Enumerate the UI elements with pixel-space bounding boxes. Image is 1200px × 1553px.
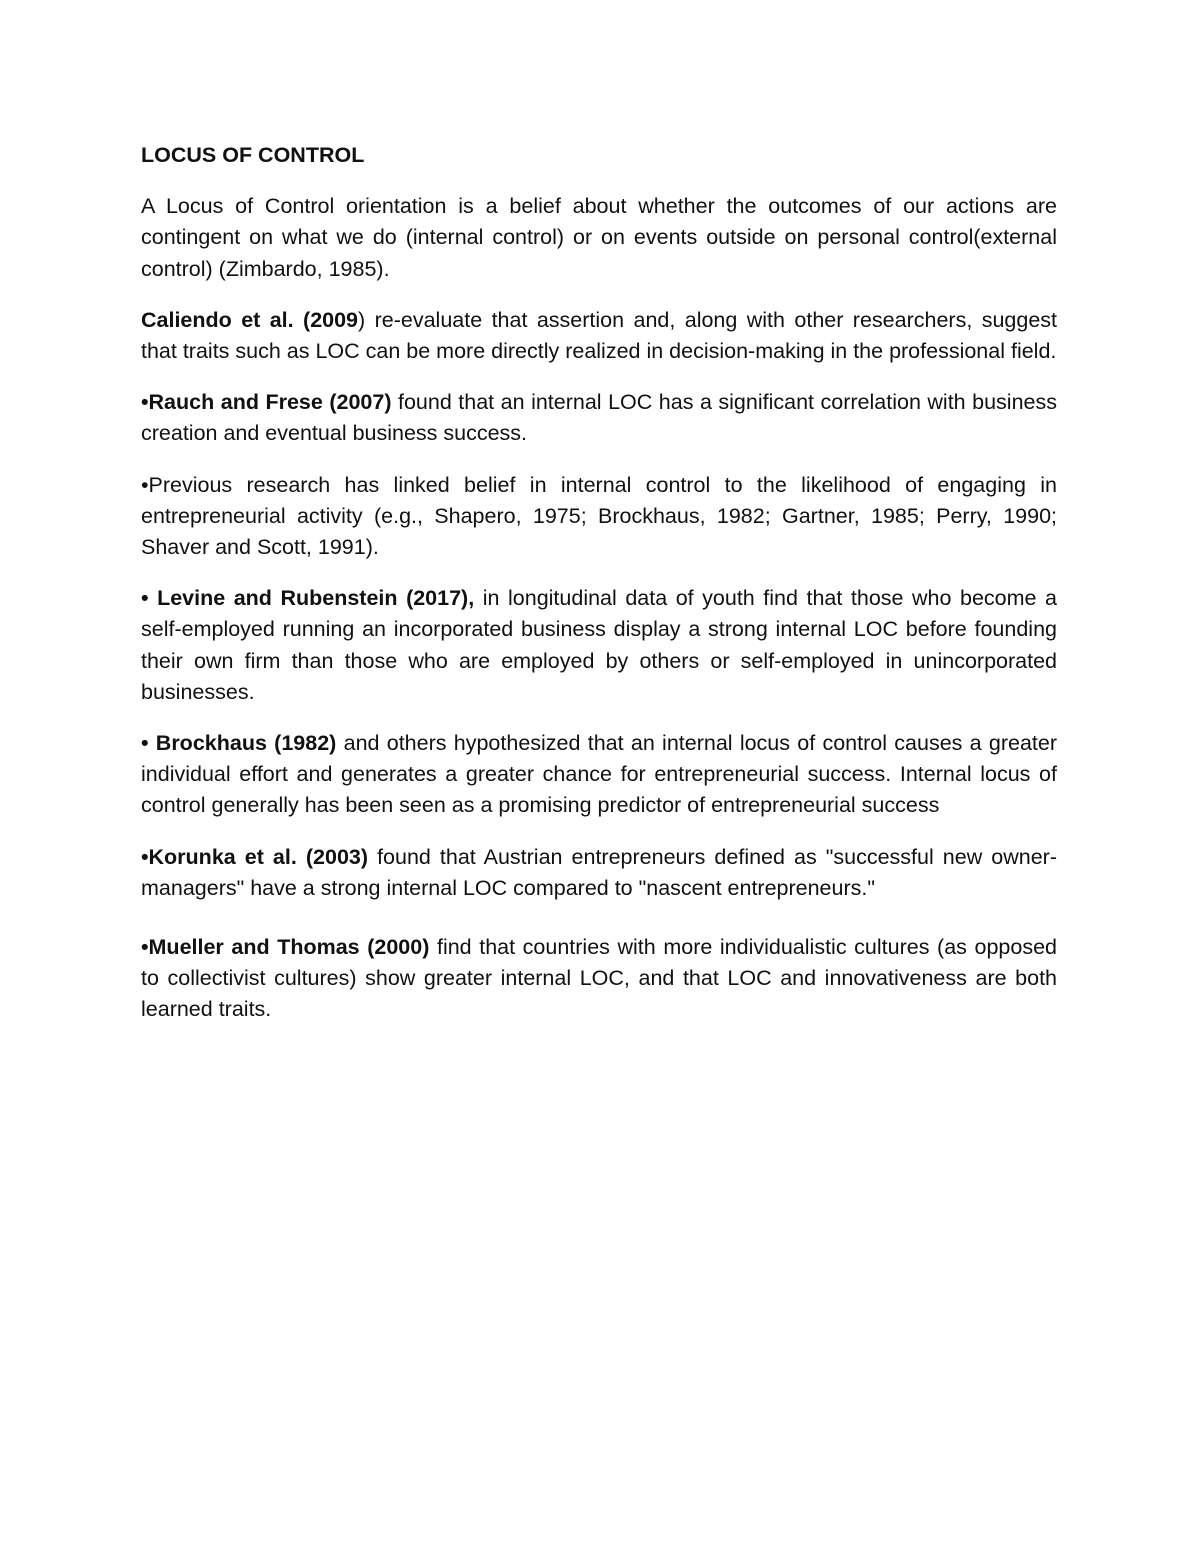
paragraph-text: in longitudinal data of youth find that those who become a self-employed running an incorporated business display a strong internal LOC before founding their own firm than those who are employed by others or self-employed in unincorporated businesses. (141, 586, 1057, 704)
paragraph-text: found that Austrian entrepreneurs defined as "successful new owner-managers" have a strong internal LOC compared to "nascent entrepreneurs." (141, 844, 1057, 900)
citation-lead: • Brockhaus (1982) (141, 731, 337, 756)
document-page (141, 140, 1057, 1046)
citation-lead: •Mueller and Thomas (2000) (141, 935, 430, 960)
paragraph-levine-rubenstein (141, 583, 1057, 708)
paragraph-text: found that an internal LOC has a significant correlation with business creation and eventual business success. (141, 390, 1057, 446)
paragraph-korunka (141, 842, 1057, 904)
paragraph-caliendo (141, 305, 1057, 367)
citation-lead: •Korunka et al. (2003) (141, 844, 369, 869)
paragraph-text: find that countries with more individualistic cultures (as opposed to collectivist cultures) show greater internal LOC, and that LOC and innovativeness are both learned traits. (141, 935, 1057, 1022)
citation-lead: •Rauch and Frese (2007) (141, 390, 392, 415)
paragraph-text: ) re-evaluate that assertion and, along with other researchers, suggest that traits such as LOC can be more directly realized in decision-making in the professional field. (141, 307, 1057, 364)
paragraph-brockhaus (141, 728, 1057, 822)
paragraph-rauch-frese (141, 387, 1057, 449)
paragraph-definition (141, 191, 1057, 285)
paragraph-text: and others hypothesized that an internal locus of control causes a greater individual effort and generates a greater chance for entrepreneurial success. Internal locus of control generally has been seen as a promising predictor of entrepreneurial success (141, 731, 1058, 818)
document-title: LOCUS OF CONTROL (141, 143, 365, 167)
citation-lead: Caliendo et al. (2009 (141, 307, 359, 332)
paragraph-mueller-thomas (141, 932, 1057, 1026)
citation-lead: • Levine and Rubenstein (2017), (141, 586, 475, 611)
paragraph-text: A Locus of Control orientation is a belief about whether the outcomes of our actions are contingent on what we do (internal control) or on events outside on personal control(external control) (Zimbardo, 1985). (141, 194, 1057, 281)
paragraph-text: •Previous research has linked belief in internal control to the likelihood of engaging in entrepreneurial activity (e.g., Shapero, 1975; Brockhaus, 1982; Gartner, 1985; Perry, 1990; Shaver and Scott, 1991). (141, 472, 1057, 560)
paragraph-previous-research (141, 470, 1057, 564)
